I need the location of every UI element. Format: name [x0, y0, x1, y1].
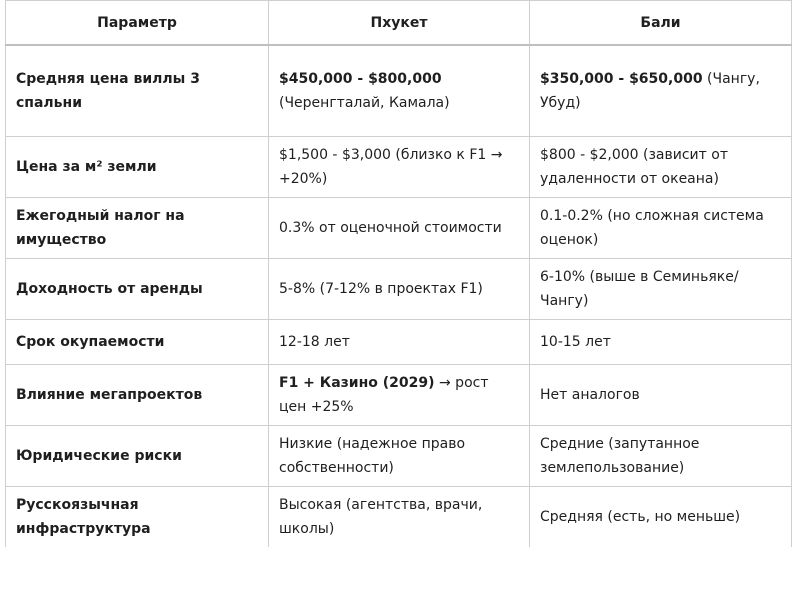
row-parameter: Доходность от аренды [6, 259, 269, 320]
row-parameter: Русскоязычная инфраструктура [6, 487, 269, 548]
row-phuket-value [269, 365, 530, 426]
phuket-megaproject-note: → рост цен +25% [279, 375, 489, 415]
row-parameter: Срок окупаемости [6, 320, 269, 365]
row-phuket-value: Низкие (надежное право собственности) [269, 426, 530, 487]
row-phuket-value: 5-8% (7-12% в проектах F1) [269, 259, 530, 320]
comparison-table [5, 0, 792, 547]
row-bali-value: 10-15 лет [530, 320, 792, 365]
table-row [6, 198, 792, 259]
row-parameter: Средняя цена виллы 3 спальни [6, 45, 269, 137]
table-row [6, 45, 792, 137]
row-phuket-value: 12-18 лет [269, 320, 530, 365]
row-phuket-value: 0.3% от оценочной стоимости [269, 198, 530, 259]
row-bali-value: Средняя (есть, но меньше) [530, 487, 792, 548]
row-bali-value: 0.1-0.2% (но сложная система оценок) [530, 198, 792, 259]
row-phuket-value [269, 45, 530, 137]
phuket-price-range: $450,000 - $800,000 [279, 71, 442, 87]
row-phuket-value: $1,500 - $3,000 (близко к F1 → +20%) [269, 137, 530, 198]
row-parameter: Юридические риски [6, 426, 269, 487]
table-row [6, 259, 792, 320]
table-row [6, 365, 792, 426]
row-bali-value: Нет аналогов [530, 365, 792, 426]
bali-price-note: (Чангу, Убуд) [540, 71, 760, 111]
table-row [6, 487, 792, 548]
row-phuket-value: Высокая (агентства, врачи, школы) [269, 487, 530, 548]
bali-price-range: $350,000 - $650,000 [540, 71, 703, 87]
table-row [6, 426, 792, 487]
header-parameter: Параметр [6, 1, 269, 46]
table-row [6, 137, 792, 198]
row-parameter: Цена за м² земли [6, 137, 269, 198]
header-phuket: Пхукет [269, 1, 530, 46]
row-bali-value: $800 - $2,000 (зависит от удаленности от океана) [530, 137, 792, 198]
table-header-row [6, 1, 792, 46]
row-bali-value [530, 45, 792, 137]
row-parameter: Ежегодный налог на имущество [6, 198, 269, 259]
table-row [6, 320, 792, 365]
phuket-megaproject-bold: F1 + Казино (2029) [279, 375, 435, 391]
row-bali-value: Средние (запутанное землепользование) [530, 426, 792, 487]
phuket-price-note: (Черенгталай, Камала) [279, 95, 450, 111]
row-bali-value: 6-10% (выше в Семиньяке/Чангу) [530, 259, 792, 320]
row-parameter: Влияние мегапроектов [6, 365, 269, 426]
header-bali: Бали [530, 1, 792, 46]
